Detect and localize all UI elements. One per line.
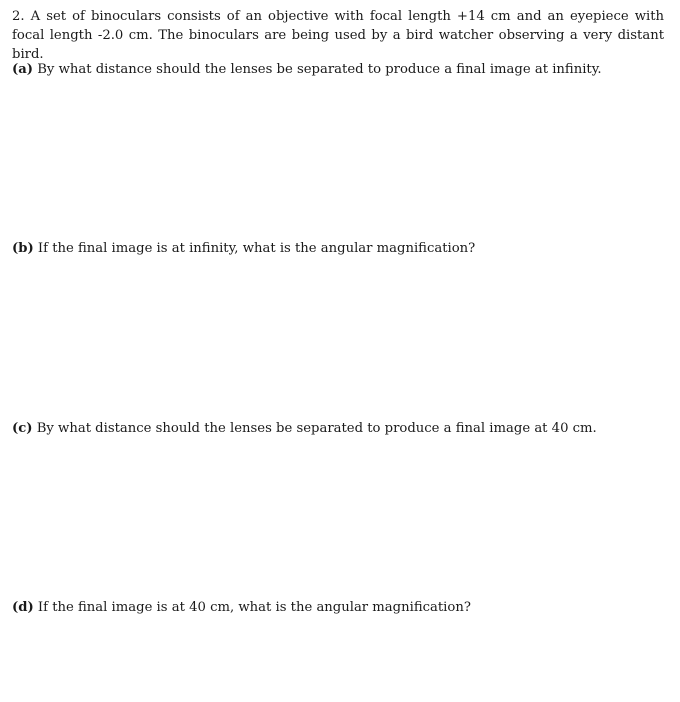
problem-text: A set of binoculars consists of an objective with focal length +14 cm and an eyepiece with focal length -2.0 cm. The binoculars are being used by a bird watcher observing a very distant bird. xyxy=(12,9,664,62)
question-part-a xyxy=(12,60,672,79)
part-d-label: (d) xyxy=(12,600,34,615)
part-d-question: If the final image is at 40 cm, what is the angular magnification? xyxy=(37,600,471,615)
part-b-label: (b) xyxy=(12,241,34,256)
part-a-label: (a) xyxy=(12,62,34,77)
problem-number: 2. xyxy=(12,9,25,24)
part-c-label: (c) xyxy=(12,421,33,436)
problem-statement xyxy=(12,7,664,64)
question-part-b xyxy=(12,239,672,258)
part-c-question: By what distance should the lenses be separated to produce a final image at 40 cm. xyxy=(36,421,597,436)
part-a-question: By what distance should the lenses be separated to produce a final image at infinity. xyxy=(37,62,602,77)
question-part-c xyxy=(12,419,672,438)
part-b-question: If the final image is at infinity, what is the angular magnification? xyxy=(37,241,476,256)
question-part-d xyxy=(12,598,672,617)
